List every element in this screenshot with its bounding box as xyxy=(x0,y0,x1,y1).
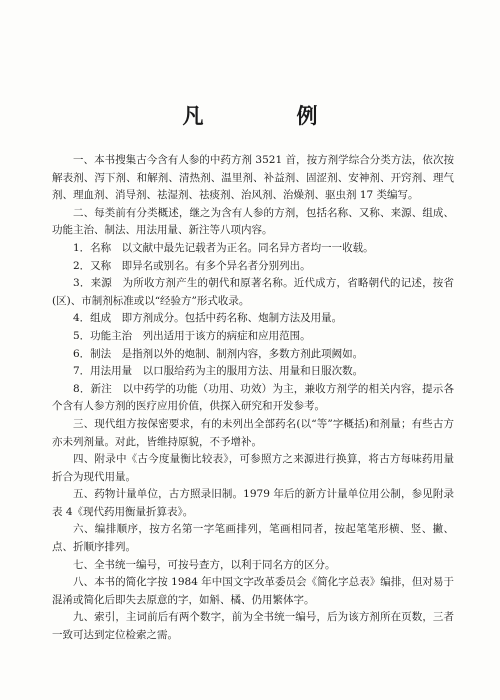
paragraph-6: 4．组成 即方剂成分。包括中药名称、炮制方法及用量。 xyxy=(73,312,343,325)
paragraph-8: 6．制法 是指剂以外的炮制、制剂内容，多数方剂此项阙如。 xyxy=(73,347,364,360)
paragraph-13: 五、药物计量单位，古方照录旧制。1979 年后的新方计量单位用公制，参见附录表 4《现代药用衡量折算表》。 xyxy=(52,488,454,518)
paragraph-2: 二、每类前有分类概述，继之为含有人参的方剂，包括名称、又称、来源、组成、功能主治、制法、用法用量、新注等八项内容。 xyxy=(52,206,454,237)
paragraph-11: 三、现代组方按保密要求，有的未列出全部药名(以“等”字概括)和剂量；有些古方亦未列剂量。对此，皆维持原貌，不予增补。 xyxy=(52,417,454,448)
paragraph-7: 5．功能主治 列出适用于该方的病症和应用范围。 xyxy=(73,329,311,342)
paragraph-15: 七、全书统一编号，可按号查方，以利于同名方的区分。 xyxy=(73,558,336,571)
paragraph-9: 7．用法用量 以口服给药为主的服用方法、用量和日服次数。 xyxy=(73,365,364,378)
paragraph-4: 2．又称 即异名或别名。有多个异名者分别列出。 xyxy=(73,259,311,272)
paragraph-1: 一、本书搜集古今含有人参的中药方剂 3521 首，按方剂学综合分类方法，依次按解表剂、泻下剂、和解剂、清热剂、温里剂、补益剂、固涩剂、安神剂、开窍剂、理气剂、理血剂、消导剂、祛湿剂、祛痰剂、治风剂、治燥剂、驱虫剂 17 类编写。 xyxy=(52,154,454,202)
paragraph-10: 8．新注 以中药学的功能（功用、功效）为主，兼收方剂学的相关内容，提示各个含有人参方剂的医疗应用价值，供探入研究和开发参考。 xyxy=(52,382,454,413)
paragraph-3: 1．名称 以文献中最先记载者为正名。同名异方者均一一收载。 xyxy=(73,241,374,254)
paragraph-17: 九、索引，主词前后有两个数字，前为全书统一编号，后为该方剂所在页数，三者一致可达到定位检索之需。 xyxy=(52,611,454,642)
document-body xyxy=(52,152,454,645)
paragraph-16: 八、本书的简化字按 1984 年中国文字改革委员会《简化字总表》编排，但对易于混淆或简化后即失去原意的字，如斛、橘、仍用繁体字。 xyxy=(52,576,454,606)
page-title: 凡 例 xyxy=(182,103,354,128)
paragraph-14: 六、编排顺序，按方名第一字笔画排列，笔画相同者，按起笔笔形横、竖、撇、点、折顺序排列。 xyxy=(52,523,454,554)
paragraph-5: 3．来源 为所收方剂产生的朝代和原著名称。近代成方，省略朝代的记述，按省(区)、市制剂标准或以“经验方”形式收录。 xyxy=(52,277,454,307)
paragraph-12: 四、附录中《古今度量衡比较表》，可参照方之来源进行换算，将古方每味药用量折合为现代用量。 xyxy=(52,453,454,483)
